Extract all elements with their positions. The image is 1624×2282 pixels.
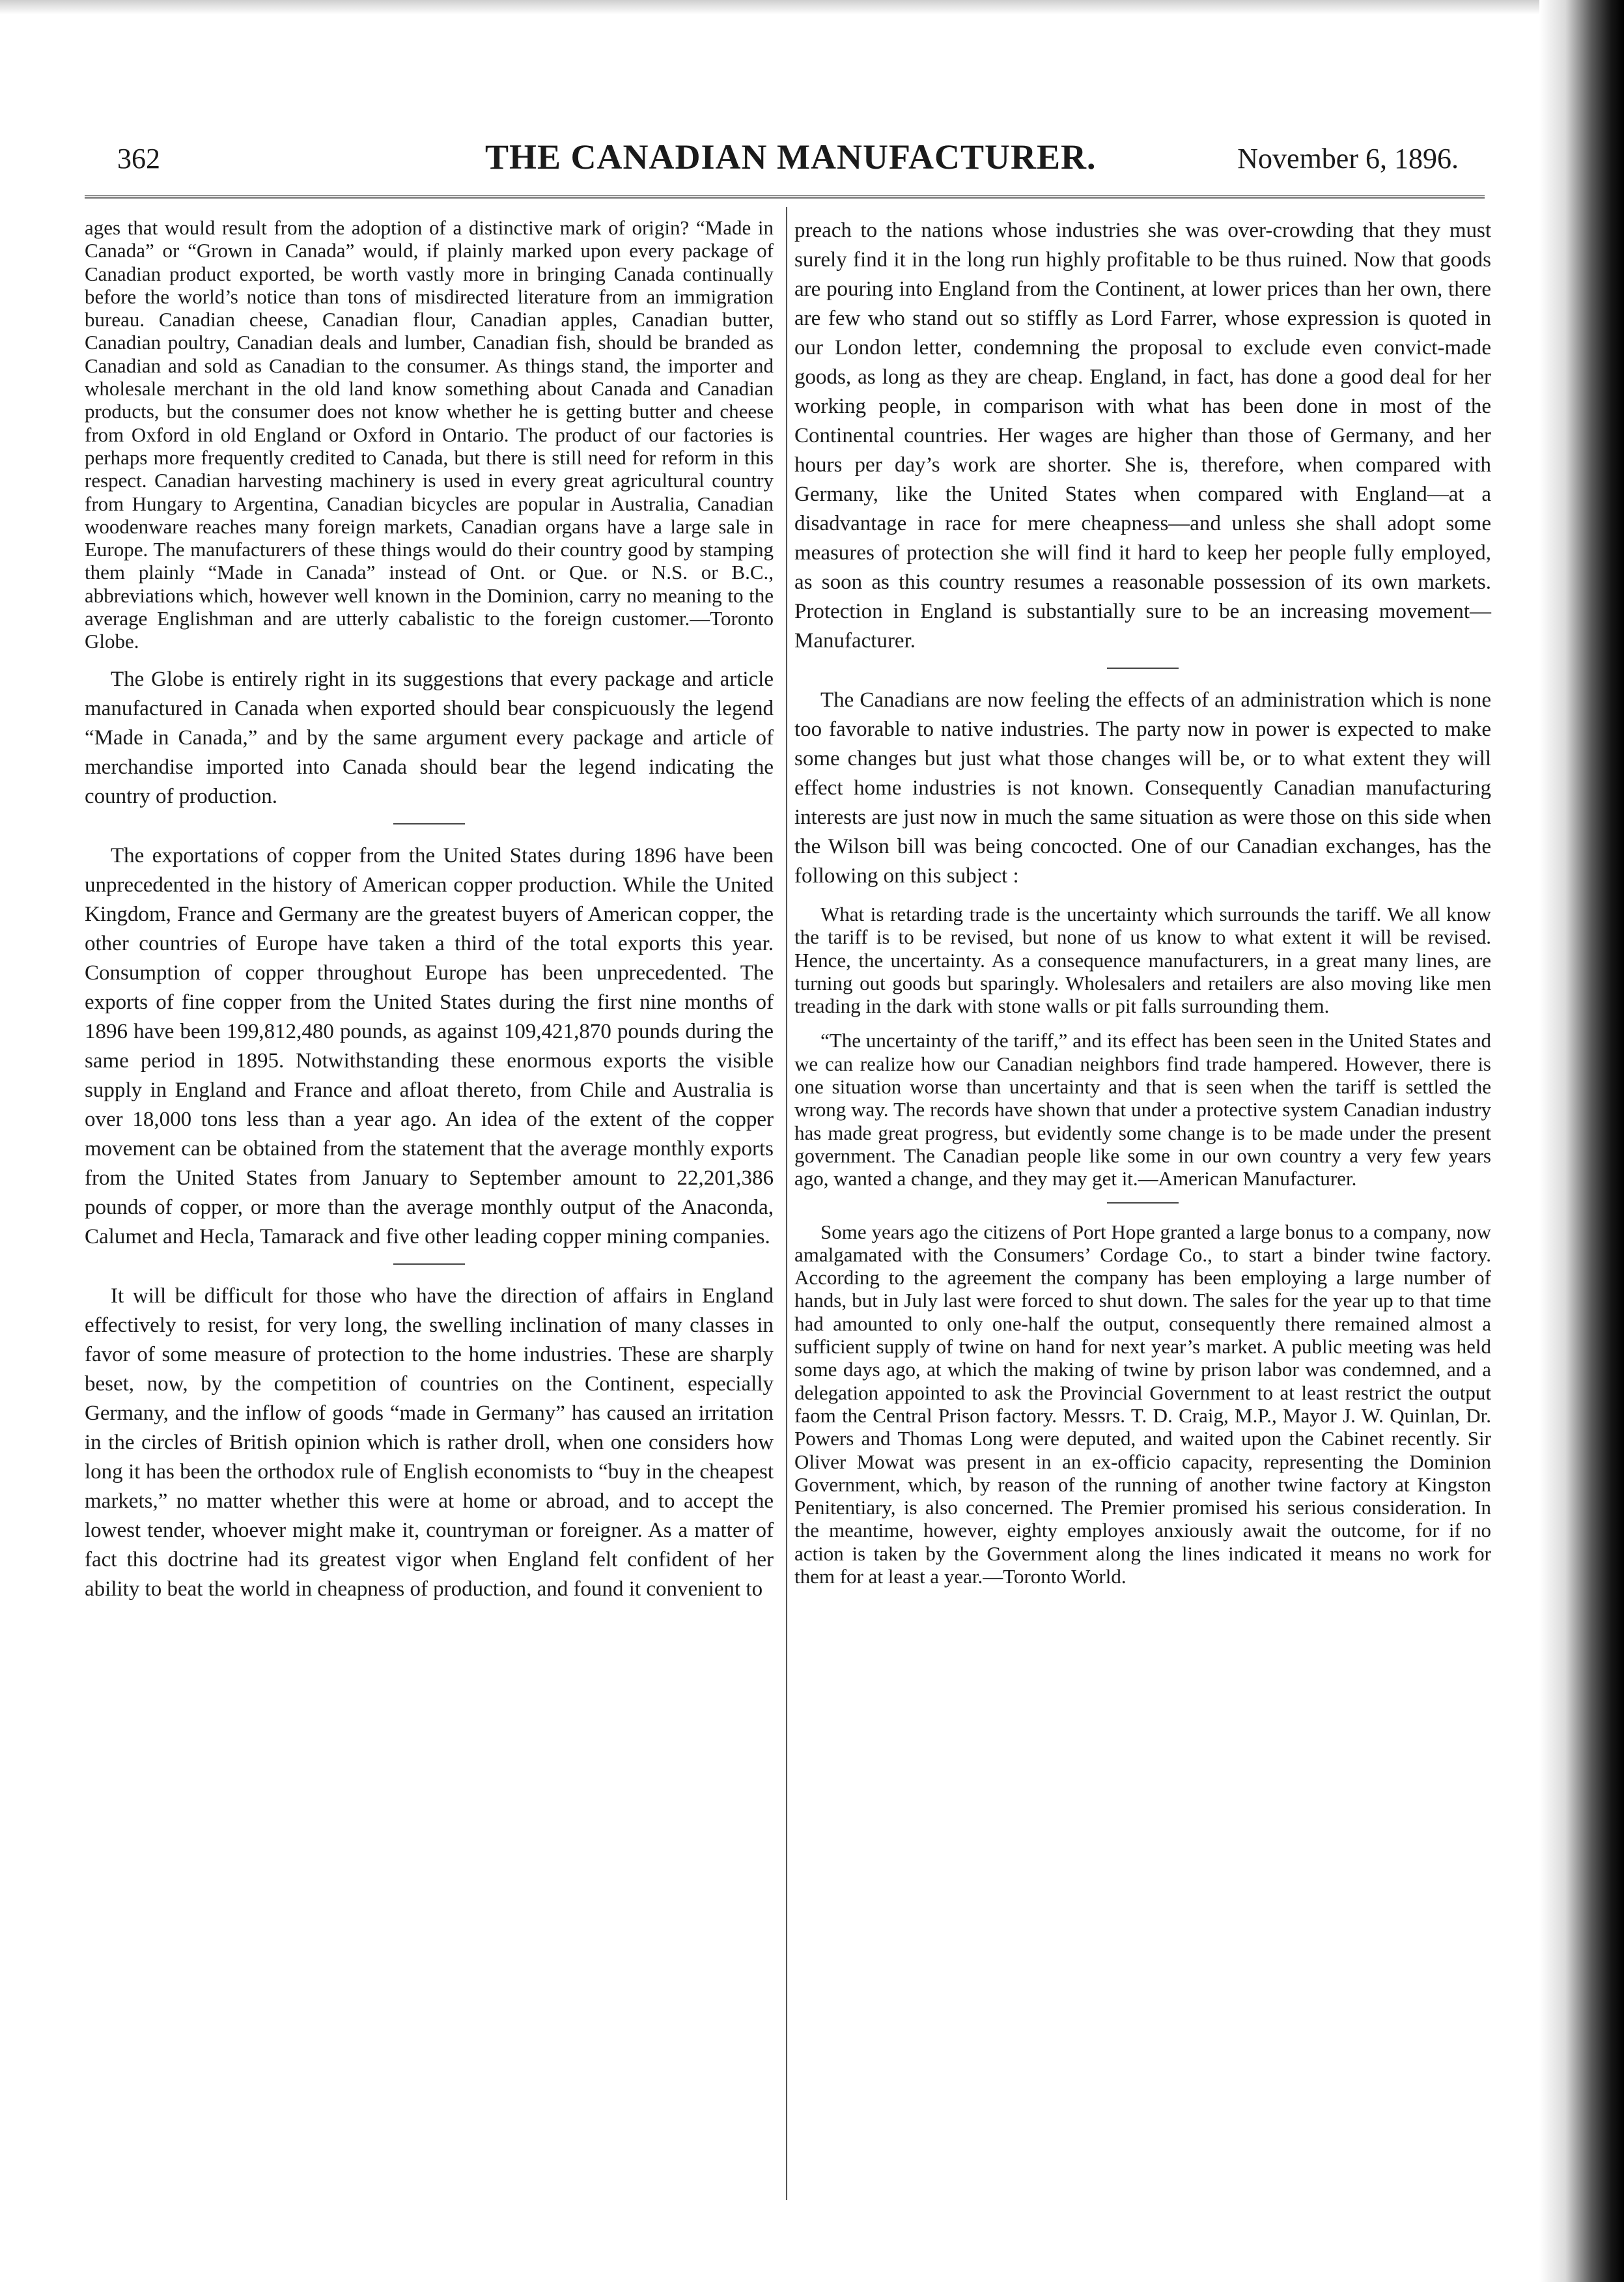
article-paragraph-england-continued: preach to the nations whose industries she was over-crowding that they must surely find it in the long run highly profitable to be thus ruined. Now that goods are pouring into England from the Continent, at lower prices than her own, there are few who stand out so stiffly as Lord Farrer, whose expression is quoted in our London letter, condemning the proposal to exclude even convict-made goods, as long as they are cheap. England, in fact, has done a good deal for her working people, in comparison with what has been done in most of the Continental countries. Her wages are higher than those of Germany, and her hours per day’s work are shorter. She is, therefore, when compared with Germany, like the United States when compared with England—at a disadvantage in race for mere cheapness—and unless she shall adopt some measures of protection she will find it hard to keep her people fully employed, as soon as this country resumes a reasonable possession of its own markets. Protection in England is substantially sure to be an increasing movement—Manufacturer. (794, 219, 1491, 653)
article-paragraph-made-in-canada: ages that would result from the adoption of a distinctive mark of origin? “Made in Canada” or “Grown in Canada” would, if plainly marked upon every package of Canadian product exported, be worth vastly more in bringing Canada continually before the world’s notice than tons of misdirected literature from an immigration bureau. Canadian cheese, Canadian flour, Canadian apples, Canadian butter, Canadian poultry, Canadian deals and lumber, Canadian fish, should be branded as Canadian and sold as Canadian to the consumer. As things stand, the importer and wholesale merchant in the old land know something about Canada and Canadian products, but the consumer does not know whether he is getting butter and cheese from Oxford in old England or Oxford in Ontario. The product of our factories is perhaps more frequently credited to Canada, but there is still need for reform in this respect. Canadian harvesting machinery is used in every great agricultural country from Hungary to Argentina, Canadian bicycles are popular in Australia, Canadian woodenware reaches many foreign markets, Canadian organs have a large sale in Europe. The manufacturers of these things would do their country good by stamping them plainly “Made in Canada” instead of Ont. or Que. or N.S. or B.C., abbreviations which, however well known in the Dominion, carry no meaning to the average Englishman and are utterly cabalistic to the foreign customer.—Toronto Globe. (85, 216, 774, 653)
page-header (104, 137, 1472, 189)
right-column (794, 216, 1491, 1599)
article-paragraph-globe-comment: The Globe is entirely right in its suggestions that every package and article manufactured in Canada when exported should bear conspicuously the legend “Made in Canada,” and by the same argument every package and article of merchandise imported into Canada should bear the legend indicating the country of production. (85, 667, 774, 808)
article-paragraph-port-hope-twine: Some years ago the citizens of Port Hope granted a large bonus to a company, now amalgamated with the Consumers’ Cordage Co., to start a binder twine factory. According to the agreement the company has been employing a large number of hands, but in July last were forced to shut down. The sales for the year up to that time had amounted to only one-half the output, consequently there remained almost a sufficient supply of twine on hand for next year’s market. A public meeting was held some days ago, at which the making of twine by prison labor was condemned, and a delegation appointed to ask the Provincial Government to at least restrict the output faom the Central Prison factory. Messrs. T. D. Craig, M.P., Mayor J. W. Quinlan, Dr. Powers and Thomas Long were deputed, and waited upon the Cabinet recently. Sir Oliver Mowat was present in an ex-officio capacity, representing the Dominion Government, which, by reason of the running of another twine factory at Kingston Penitentiary, is also concerned. The Premier promised his serious consideration. In the meantime, however, eighty employes anxiously await the outcome, for if no action is taken by the Government along the lines indicated it means no work for them for at least a year.—Toronto World. (794, 1220, 1491, 1588)
issue-date: November 6, 1896. (1237, 143, 1459, 175)
article-quote-tariff-uncertainty: What is retarding trade is the uncertainty which surrounds the tariff. We all know the tariff is to be revised, but none of us know to what extent it will be revised. Hence, the uncertainty. As a consequence manufacturers, in a great many lines, are turning out goods but sparingly. Wholesalers and retailers are also moving like men treading in the dark with stone walls or pit falls surrounding them. (794, 903, 1491, 1018)
header-rule (85, 195, 1485, 199)
page-number: 362 (117, 143, 160, 175)
section-separator (1107, 1202, 1179, 1204)
section-separator (393, 1263, 465, 1265)
column-divider (786, 207, 787, 2200)
article-paragraph-canadian-administration: The Canadians are now feeling the effects of an administration which is none too favorable to native industries. The party now in power is expected to make some changes but just what those changes will be, or to what extent they will effect home industries is not known. Consequently Canadian manufacturing interests are just now in much the same situation as were those on this side when the Wilson bill was being concocted. One of our Canadian exchanges, has the following on this subject : (794, 688, 1491, 888)
journal-title: THE CANADIAN MANUFACTURER. (485, 137, 1097, 176)
scan-binding-edge (1539, 0, 1624, 2282)
article-paragraph-copper-exports: The exportations of copper from the United States during 1896 have been unprecedented in the history of American copper production. While the United Kingdom, France and Germany are the greatest buyers of American copper, the other countries of Europe have taken a third of the total exports this year. Consumption of copper throughout Europe has been unprecedented. The exports of fine copper from the United States during the first nine months of 1896 have been 199,812,480 pounds, as against 109,421,870 pounds during the same period in 1895. Notwithstanding these enormous exports the visible supply in England and France and afloat thereto, from Chile and Australia is over 18,000 tons less than a year ago. An idea of the extent of the copper movement can be obtained from the statement that the average monthly exports from the United States from January to September amount to 22,201,386 pounds of copper, or more than the average monthly output of the Anaconda, Calumet and Hecla, Tamarack and five other leading copper mining companies. (85, 843, 774, 1248)
article-paragraph-england-protection: It will be difficult for those who have the direction of affairs in England effectively to resist, for very long, the swelling inclination of many classes in favor of some measure of protection to the home industries. These are sharply beset, now, by the competition of countries on the Continent, especially Germany, and the inflow of goods “made in Germany” has caused an irritation in the circles of British opinion which is rather droll, when one considers how long it has been the orthodox rule of English economists to “buy in the cheapest markets,” no matter whether this were at home or abroad, and to accept the lowest tender, whoever might make it, countryman or foreigner. As a matter of fact this doctrine had its greatest vigor when England felt confident of her ability to beat the world in cheapness of production, and found it convenient to (85, 1284, 774, 1601)
article-paragraph-tariff-effect: “The uncertainty of the tariff,” and its effect has been seen in the United States and we can realize how our Canadian neighbors find trade hampered. However, there is one situation worse than uncertainty and that is seen when the tariff is settled the wrong way. The records have shown that under a protective system Canadian industry has made great progress, but evidently some change is to be made under the present government. The Canadian people like some in our own country a very few years ago, wanted a change, and they may get it.—American Manufacturer. (794, 1029, 1491, 1190)
left-column (85, 216, 774, 1616)
section-separator (393, 823, 465, 824)
section-separator (1107, 668, 1179, 669)
scan-top-shadow (0, 0, 1624, 14)
